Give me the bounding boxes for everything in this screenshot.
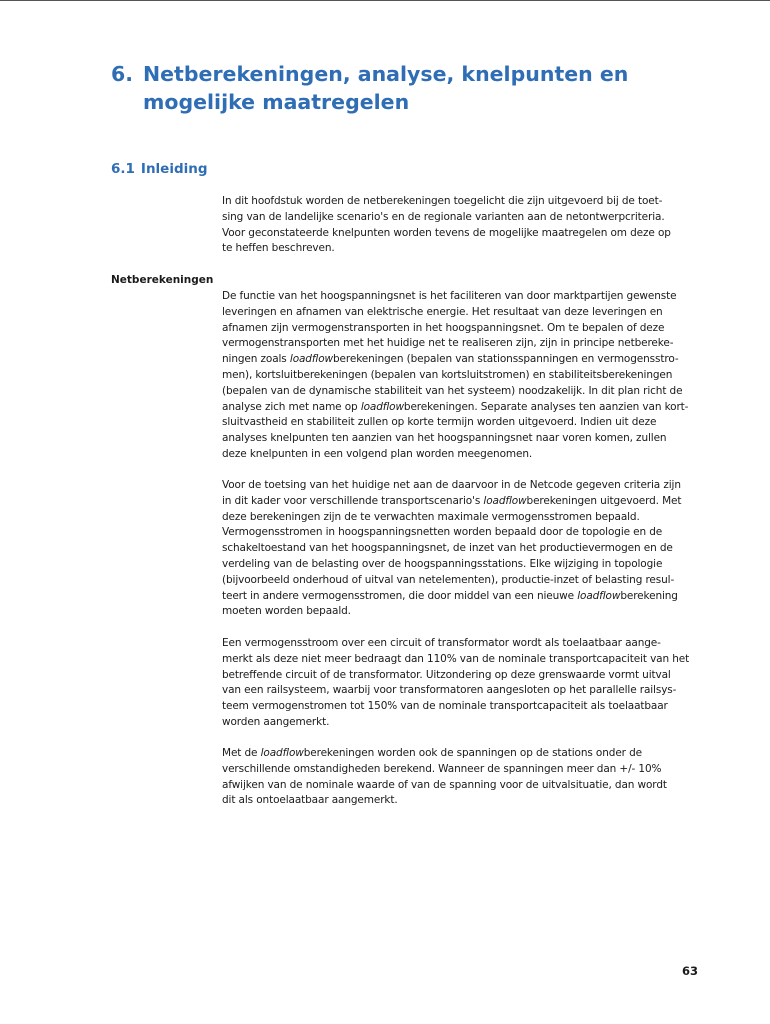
paragraph-1-line: vermogenstransporten met het huidige net te realiseren zijn, zijn in principe netbereke- (222, 337, 674, 350)
paragraph-3-line: van een railsysteem, waarbij voor transformatoren aangesloten op het parallelle railsys- (222, 684, 677, 697)
paragraph-1-line: (bepalen van de dynamische stabiliteit van het systeem) noodzakelijk. In dit plan richt de (222, 384, 683, 397)
paragraph-3-line: Een vermogensstroom over een circuit of transformator wordt als toelaatbaar aange- (222, 637, 661, 649)
paragraph-1-line: sluitvastheid en stabiliteit zullen op korte termijn worden uitgevoerd. Indien uit deze (222, 416, 657, 429)
chapter-title-text: Netberekeningen, analyse, knelpunten en mogelijke maatregelen (143, 62, 629, 114)
intro-line: Voor geconstateerde knelpunten worden tevens de mogelijke maatregelen om deze op (222, 226, 671, 239)
paragraph-4-line: dit als ontoelaatbaar aangemerkt. (222, 794, 398, 807)
paragraph-2-line: verdeling van de belasting over de hoogspanningsstations. Elke wijziging in topologie (222, 557, 663, 570)
paragraph-4-line: afwijken van de nominale waarde of van de spanning voor de uitvalsituatie, dan wordt (222, 778, 667, 791)
netberekeningen-paragraph-1 (222, 289, 708, 463)
netberekeningen-paragraph-2 (222, 478, 708, 620)
italic-term: loadflow (360, 400, 404, 413)
intro-line: te heffen beschreven. (222, 242, 335, 255)
paragraph-1-line: deze knelpunten in een volgend plan worden meegenomen. (222, 447, 533, 460)
paragraph-4-line: verschillende omstandigheden berekend. Wanneer de spanningen meer dan +/- 10% (222, 762, 662, 775)
paragraph-2-line: Vermogensstromen in hoogspanningsnetten worden bepaald door de topologie en de (222, 526, 663, 539)
paragraph-2-line: in dit kader voor verschillende transportscenario's loadflowberekeningen uitgevoerd. Met (222, 494, 682, 507)
intro-line: sing van de landelijke scenario's en de regionale varianten aan de netontwerpcriteria. (222, 210, 665, 223)
paragraph-1-line: analyses knelpunten ten aanzien van het hoogspanningsnet naar voren komen, zullen (222, 432, 667, 445)
paragraph-2-line: schakeltoestand van het hoogspanningsnet, de inzet van het productievermogen en de (222, 542, 673, 555)
section-title (111, 159, 208, 179)
paragraph-3-line: worden aangemerkt. (222, 715, 330, 728)
paragraph-1-line: men), kortsluitberekeningen (bepalen van kortsluitstromen) en stabiliteitsberekeningen (222, 368, 673, 381)
paragraph-2-line: Voor de toetsing van het huidige net aan de daarvoor in de Netcode gegeven criteria zijn (222, 479, 681, 491)
chapter-title (111, 60, 731, 116)
page-number: 63 (682, 964, 699, 978)
paragraph-4-line: Met de loadflowberekeningen worden ook de spanningen op de stations onder de (222, 747, 642, 759)
italic-term: loadflow (577, 589, 621, 602)
top-rule (0, 0, 770, 1)
paragraph-3-line: teem vermogenstromen tot 150% van de nominale transportcapaciteit als toelaatbaar (222, 700, 668, 713)
paragraph-2-line: deze berekeningen zijn de te verwachten maximale vermogensstromen bepaald. (222, 510, 640, 523)
netberekeningen-paragraph-4 (222, 746, 708, 809)
paragraph-1-line: De functie van het hoogspanningsnet is het faciliteren van door marktpartijen gewenste (222, 290, 677, 302)
paragraph-1-line: ningen zoals loadflowberekeningen (bepalen van stationsspanningen en vermogensstro- (222, 353, 679, 366)
section-title-text: Inleiding (140, 161, 208, 177)
paragraph-3-line: betreffende circuit of de transformator. Uitzondering op deze grenswaarde vormt uitval (222, 668, 671, 681)
paragraph-2-line: teert in andere vermogensstromen, die door middel van een nieuwe loadflowberekening (222, 589, 678, 602)
italic-term: loadflow (483, 494, 527, 507)
paragraph-2-line: moeten worden bepaald. (222, 605, 351, 618)
italic-term: loadflow (289, 353, 333, 366)
intro-paragraph (222, 194, 708, 257)
paragraph-2-line: (bijvoorbeeld onderhoud of uitval van netelementen), productie-inzet of belasting resul- (222, 573, 675, 586)
paragraph-1-line: leveringen en afnamen van elektrische energie. Het resultaat van deze leveringen en (222, 305, 663, 318)
paragraph-1-line: analyse zich met name op loadflowberekeningen. Separate analyses ten aanzien van kort- (222, 400, 689, 413)
netberekeningen-paragraph-3 (222, 636, 708, 731)
section-number: 6.1 (111, 161, 135, 177)
paragraph-3-line: merkt als deze niet meer bedraagt dan 110% van de nominale transportcapaciteit van het (222, 652, 690, 665)
paragraph-1-line: afnamen zijn vermogenstransporten in het hoogspanningsnet. Om te bepalen of deze (222, 321, 665, 334)
netberekeningen-heading: Netberekeningen (111, 274, 214, 286)
intro-line: In dit hoofdstuk worden de netberekeningen toegelicht die zijn uitgevoerd bij de toet- (222, 195, 663, 207)
chapter-number: 6. (111, 62, 134, 86)
italic-term: loadflow (260, 747, 304, 759)
